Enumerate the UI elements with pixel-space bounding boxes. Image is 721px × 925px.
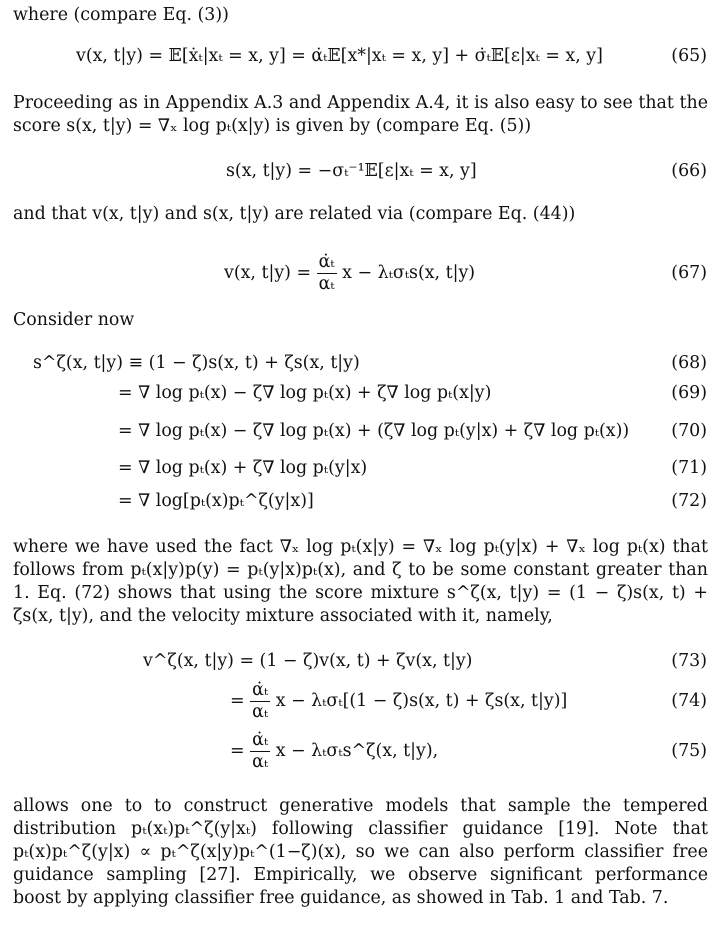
equation-number: (69) bbox=[671, 383, 707, 403]
equation-69 bbox=[0, 378, 721, 408]
equation-number: (74) bbox=[671, 691, 707, 711]
equation-number: (67) bbox=[671, 263, 707, 283]
equation-number: (73) bbox=[671, 651, 707, 671]
fraction-denominator: αₜ bbox=[318, 274, 335, 294]
equation-body: v(x, t|y) = 𝔼[ẋₜ|xₜ = x, y] = α̇ₜ𝔼[x*|xₜ = x, y] + σ̇ₜ𝔼[ε|xₜ = x, y] bbox=[76, 46, 603, 66]
equation-body: = ∇ log pₜ(x) + ζ∇ log pₜ(y|x) bbox=[118, 458, 368, 478]
equation-rhs: x − λₜσₜs(x, t|y) bbox=[342, 263, 476, 283]
equation-65 bbox=[0, 41, 721, 71]
equation-body bbox=[230, 730, 438, 772]
equation-75 bbox=[0, 730, 721, 772]
equation-72 bbox=[0, 486, 721, 516]
equation-71 bbox=[0, 453, 721, 483]
equation-number: (65) bbox=[671, 46, 707, 66]
equation-rhs: x − λₜσₜ[(1 − ζ)s(x, t) + ζs(x, t|y)] bbox=[275, 691, 568, 711]
equation-number: (70) bbox=[671, 421, 707, 441]
equation-number: (71) bbox=[671, 458, 707, 478]
equation-74 bbox=[0, 680, 721, 722]
fraction bbox=[317, 251, 337, 294]
equation-body: v^ζ(x, t|y) = (1 − ζ)v(x, t) + ζv(x, t|y) bbox=[143, 651, 473, 671]
equation-lhs: v(x, t|y) = bbox=[224, 263, 312, 283]
equation-67 bbox=[0, 252, 721, 294]
equation-73 bbox=[0, 646, 721, 676]
fraction-denominator: αₜ bbox=[252, 752, 269, 772]
intro-text: where (compare Eq. (3)) bbox=[13, 5, 229, 25]
equation-number: (68) bbox=[671, 353, 707, 373]
fraction-numerator: α̇ₜ bbox=[317, 254, 337, 274]
equation-body bbox=[230, 680, 567, 722]
paragraph-guidance: allows one to to construct generative models that sample the tempered distribution pₜ(xₜ)pₜ^ζ(y|xₜ) following classifier guidance [19]. Note that pₜ(x)pₜ^ζ(y|x) ∝ pₜ^ζ(x|y)pₜ^(1−ζ)(x), so we can also perform classifier free guidance sampling [27]. Empirically, we observe significant performance boost by applying classifier free guidance, as showed in Tab. 1 and Tab. 7. bbox=[13, 796, 708, 908]
fraction-numerator: α̇ₜ bbox=[250, 732, 270, 752]
equation-body: = ∇ log pₜ(x) − ζ∇ log pₜ(x) + ζ∇ log pₜ(x|y) bbox=[118, 383, 492, 403]
equation-66 bbox=[0, 156, 721, 186]
equation-70 bbox=[0, 416, 721, 446]
equation-body: = ∇ log pₜ(x) − ζ∇ log pₜ(x) + (ζ∇ log pₜ(y|x) + ζ∇ log pₜ(x)) bbox=[118, 421, 630, 441]
paragraph-consider: Consider now bbox=[13, 310, 135, 330]
equation-rhs: x − λₜσₜs^ζ(x, t|y), bbox=[275, 741, 439, 761]
equation-lhs: = bbox=[230, 691, 245, 711]
equation-body: s^ζ(x, t|y) ≡ (1 − ζ)s(x, t) + ζs(x, t|y) bbox=[33, 353, 360, 373]
equation-number: (75) bbox=[671, 741, 707, 761]
equation-number: (66) bbox=[671, 161, 707, 181]
fraction-denominator: αₜ bbox=[252, 702, 269, 722]
paragraph-related: and that v(x, t|y) and s(x, t|y) are related via (compare Eq. (44)) bbox=[13, 204, 576, 224]
fraction bbox=[250, 729, 270, 772]
paragraph-fact: where we have used the fact ∇ₓ log pₜ(x|y) = ∇ₓ log pₜ(y|x) + ∇ₓ log pₜ(x) that follows from pₜ(x|y)p(y) = pₜ(y|x)pₜ(x), and ζ to be some constant greater than 1. Eq. (72) shows that using the score mixture s^ζ(x, t|y) = (1 − ζ)s(x, t) + ζs(x, t|y), and the velocity mixture associated with it, namely, bbox=[13, 537, 708, 626]
equation-body bbox=[224, 252, 475, 294]
fraction bbox=[250, 679, 270, 722]
fraction-numerator: α̇ₜ bbox=[250, 682, 270, 702]
equation-68 bbox=[0, 348, 721, 378]
equation-lhs: = bbox=[230, 741, 245, 761]
equation-body: s(x, t|y) = −σₜ⁻¹𝔼[ε|xₜ = x, y] bbox=[226, 161, 477, 181]
equation-number: (72) bbox=[671, 491, 707, 511]
paragraph-score: Proceeding as in Appendix A.3 and Appendix A.4, it is also easy to see that the score s(x, t|y) = ∇ₓ log pₜ(x|y) is given by (compare Eq. (5)) bbox=[13, 93, 708, 136]
equation-body: = ∇ log[pₜ(x)pₜ^ζ(y|x)] bbox=[118, 491, 314, 511]
